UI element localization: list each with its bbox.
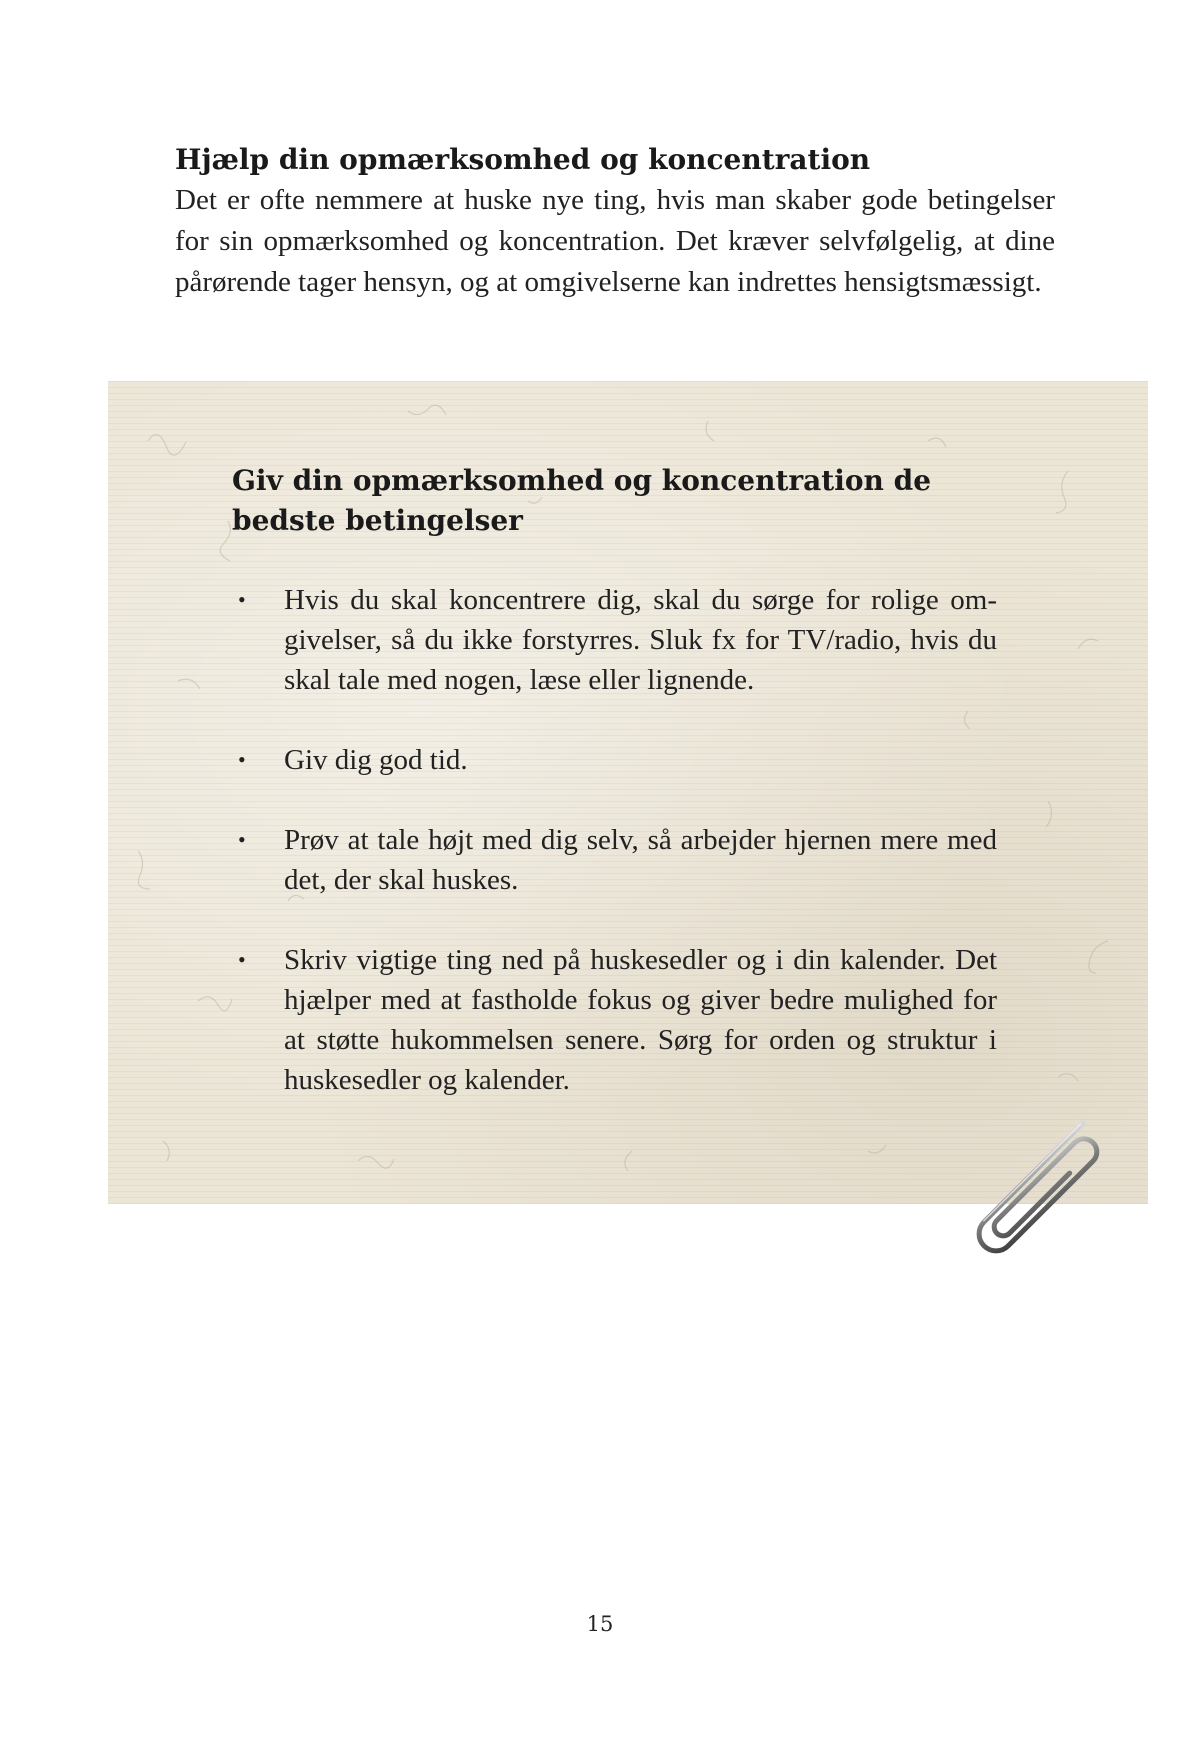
tip-text: Giv dig god tid.	[284, 744, 468, 776]
bullet-icon: •	[238, 827, 246, 852]
paperclip-icon	[940, 1100, 1130, 1290]
list-item	[232, 580, 997, 700]
list-item	[232, 740, 997, 780]
list-item	[232, 940, 997, 1100]
tip-text: Prøv at tale højt med dig selv, så arbejder hjernen mere med det, der skal huskes.	[284, 824, 997, 896]
list-item	[232, 820, 997, 900]
tip-text: Hvis du skal koncentrere dig, skal du sørge for rolige omgivelser, så du ikke forstyrres. Sluk fx for TV/radio, hvis du skal tale med nogen, læse eller lignende.	[284, 584, 997, 696]
intro-section	[175, 140, 1055, 303]
section-heading: Hjælp din opmærksomhed og koncentration	[175, 143, 871, 176]
section-body-text: Det er ofte nemmere at huske nye ting, hvis man skaber gode betingelser for sin opmærksomhed og koncentration. Det kræver selvfølgelig, at dine pårørende tager hensyn, og at omgivelserne kan indrettes hensigtsmæssigt.	[175, 184, 1055, 298]
tips-list	[232, 580, 997, 1140]
box-heading: Giv din opmærksomhed og koncentration de bedste betingelser	[232, 464, 932, 537]
bullet-icon: •	[238, 947, 246, 972]
tip-text: Skriv vigtige ting ned på huskesedler og i din kalender. Det hjælper med at fastholde fokus og giver bedre mulighed for at støtte hukommelsen senere. Sørg for orden og struktur i huskesedler og kalender.	[284, 944, 997, 1096]
page-number: 15	[586, 1612, 614, 1636]
bullet-icon: •	[238, 747, 246, 772]
bullet-icon: •	[238, 587, 246, 612]
